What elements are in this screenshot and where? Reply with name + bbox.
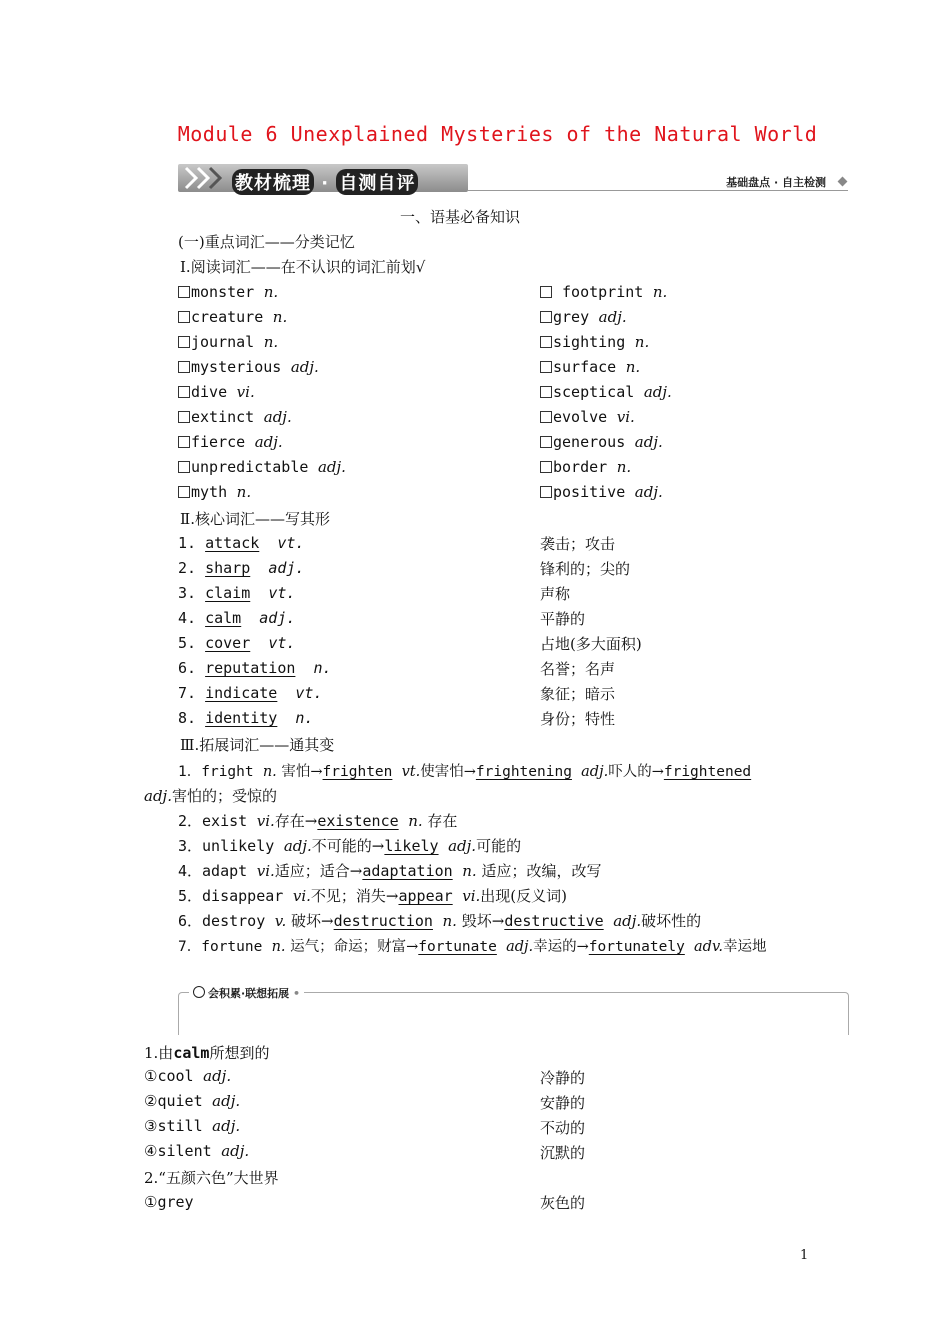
meaning-text: 不动的 (540, 1119, 586, 1137)
banner-rule (468, 190, 848, 191)
checkbox-icon[interactable] (540, 386, 552, 398)
checkbox-icon[interactable] (540, 436, 552, 448)
section-heading: 一、语基必备知识 (400, 208, 521, 226)
list-item: 4. calm adj. (178, 609, 296, 627)
list-item: evolve vi. (540, 408, 635, 426)
checkbox-icon[interactable] (178, 486, 190, 498)
list-item: sceptical adj. (540, 383, 672, 401)
list-item: positive adj. (540, 483, 663, 501)
list-item: fierce adj. (178, 433, 283, 451)
assoc2-heading: 2.“五颜六色”大世界 (144, 1169, 279, 1187)
checkbox-icon[interactable] (540, 336, 552, 348)
list-item: border n. (540, 458, 631, 476)
list-item: generous adj. (540, 433, 663, 451)
checkbox-icon[interactable] (178, 311, 190, 323)
list-item: ③still adj. (144, 1117, 241, 1135)
list-item: monster n. (178, 283, 278, 301)
list-item: surface n. (540, 358, 640, 376)
list-item: ②quiet adj. (144, 1092, 241, 1110)
list-item: 2. sharp adj. (178, 559, 305, 577)
part2-heading: Ⅱ.核心词汇——写其形 (180, 510, 330, 528)
derivation-line-4: 4．adapt vi.适应；适合→adaptation n. 适应；改编，改写 (178, 862, 602, 880)
list-item: 5. cover vt. (178, 634, 296, 652)
section-banner (178, 160, 848, 196)
meaning-text: 占地(多大面积) (540, 635, 642, 653)
meaning-text: 锋利的；尖的 (540, 560, 631, 578)
list-item: myth n. (178, 483, 251, 501)
derivation-line-3: 3．unlikely adj.不可能的→likely adj.可能的 (178, 837, 522, 855)
diamond-icon (838, 177, 848, 187)
checkbox-icon[interactable] (178, 336, 190, 348)
checkbox-icon[interactable] (540, 286, 552, 298)
list-item: extinct adj. (178, 408, 292, 426)
list-item: creature n. (178, 308, 287, 326)
list-item: 6. reputation n. (178, 659, 332, 677)
derivation-line-5: 5．disappear vi.不见；消失→appear vi.出现(反义词) (178, 887, 567, 905)
checkbox-icon[interactable] (178, 361, 190, 373)
derivation-line-6: 6．destroy v. 破坏→destruction n. 毁坏→destructive adj.破坏性的 (178, 912, 702, 930)
part3-heading: Ⅲ.拓展词汇——通其变 (180, 736, 335, 754)
checkbox-icon[interactable] (178, 411, 190, 423)
checkbox-icon[interactable] (178, 386, 190, 398)
banner-part2: 自测自评 (336, 169, 418, 195)
checkbox-icon[interactable] (540, 411, 552, 423)
meaning-text: 袭击；攻击 (540, 535, 616, 553)
list-item: grey adj. (540, 308, 627, 326)
list-item: footprint n. (540, 283, 667, 301)
banner-right-label: 基础盘点 · 自主检测 (726, 176, 826, 189)
banner-text (232, 169, 418, 195)
circle-icon (193, 986, 205, 998)
derivation-line-1-cont: adj.害怕的；受惊的 (144, 787, 277, 805)
meaning-text: 身份；特性 (540, 710, 616, 728)
list-item: 3. claim vt. (178, 584, 296, 602)
list-item: sighting n. (540, 333, 649, 351)
banner-box (178, 164, 468, 192)
meaning-text: 声称 (540, 585, 571, 603)
list-item: journal n. (178, 333, 278, 351)
page-number: 1 (800, 1248, 809, 1263)
banner-dot: · (321, 173, 330, 194)
meaning-text: 灰色的 (540, 1194, 586, 1212)
checkbox-icon[interactable] (178, 436, 190, 448)
list-item: dive vi. (178, 383, 255, 401)
association-box (178, 987, 849, 1035)
chevron-arrows-icon (184, 166, 224, 190)
association-box-label: 会积累·联想拓展 • (189, 985, 304, 1001)
list-item: 7. indicate vt. (178, 684, 323, 702)
list-item: 8. identity n. (178, 709, 314, 727)
checkbox-icon[interactable] (540, 361, 552, 373)
page-title: Module 6 Unexplained Mysteries of the Natural World (177, 122, 818, 146)
list-item: 1. attack vt. (178, 534, 305, 552)
list-item: mysterious adj. (178, 358, 319, 376)
list-item: ④silent adj. (144, 1142, 250, 1160)
part1-heading: Ⅰ.阅读词汇——在不认识的词汇前划√ (180, 258, 426, 276)
derivation-line-2: 2．exist vi.存在→existence n. 存在 (178, 812, 458, 830)
meaning-text: 冷静的 (540, 1069, 586, 1087)
meaning-text: 平静的 (540, 610, 586, 628)
meaning-text: 名誉；名声 (540, 660, 616, 678)
subheading: (一)重点词汇——分类记忆 (178, 233, 355, 251)
derivation-line-1: 1．fright n. 害怕→frighten vt.使害怕→frightening adj.吓人的→frightened (178, 764, 752, 780)
meaning-text: 象征；暗示 (540, 685, 616, 703)
banner-part1: 教材梳理 (232, 169, 314, 195)
checkbox-icon[interactable] (540, 311, 552, 323)
list-item: ①grey (144, 1193, 194, 1211)
checkbox-icon[interactable] (178, 286, 190, 298)
list-item: unpredictable adj. (178, 458, 346, 476)
checkbox-icon[interactable] (540, 461, 552, 473)
checkbox-icon[interactable] (178, 461, 190, 473)
derivation-line-7: 7．fortune n. 运气；命运；财富→fortunate adj.幸运的→fortunately adv.幸运地 (178, 939, 767, 955)
list-item: ①cool adj. (144, 1067, 232, 1085)
checkbox-icon[interactable] (540, 486, 552, 498)
meaning-text: 沉默的 (540, 1144, 586, 1162)
assoc1-heading: 1.由calm所想到的 (144, 1044, 270, 1062)
meaning-text: 安静的 (540, 1094, 586, 1112)
